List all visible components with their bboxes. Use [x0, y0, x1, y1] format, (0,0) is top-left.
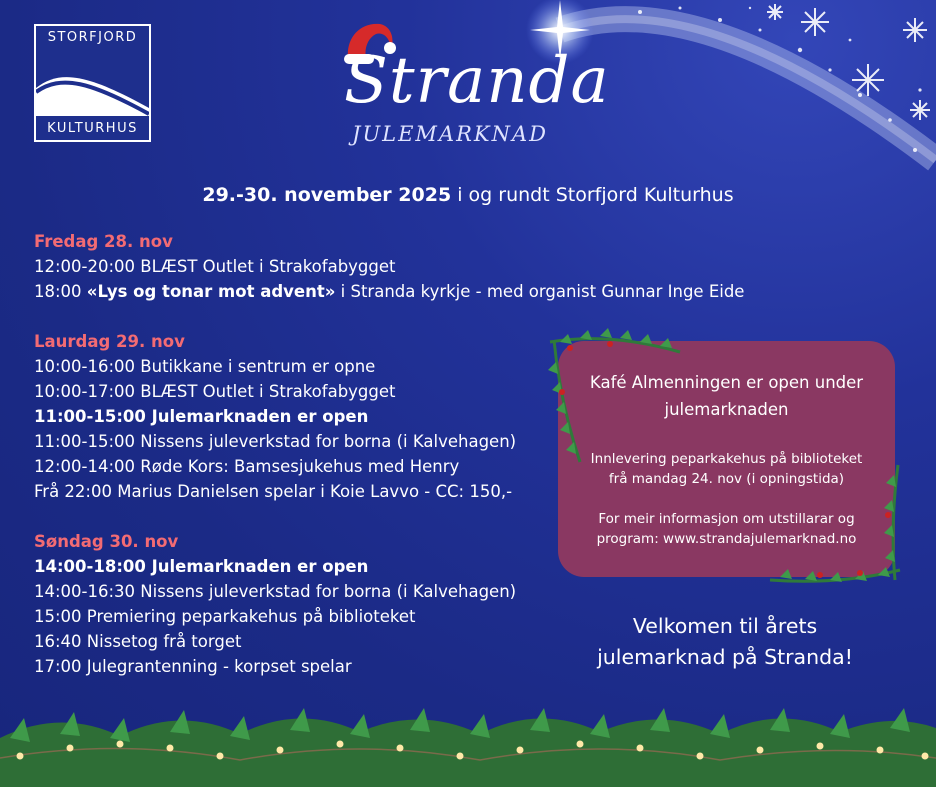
- pine-corner-bottom-right-decoration: [760, 455, 910, 595]
- cafe-info-line1: Kafé Almenningen er open under: [589, 373, 864, 392]
- schedule-item: 16:40 Nissetog frå torget: [34, 632, 242, 651]
- logo-bottom-text: KULTURHUS: [47, 121, 138, 136]
- bottom-garland-decoration: [0, 698, 936, 787]
- schedule-item-title: «Lys og tonar mot advent»: [86, 282, 336, 301]
- storfjord-kulturhus-logo: [34, 24, 151, 142]
- event-date-line: [0, 184, 936, 206]
- welcome-line1: Velkomen til årets: [632, 614, 818, 638]
- schedule-item: 14:00-16:30 Nissens juleverkstad for borna (i Kalvehagen): [34, 582, 517, 601]
- schedule-item-highlight: 11:00-15:00 Julemarknaden er open: [34, 407, 369, 426]
- schedule-item-detail: i Stranda kyrkje - med organist Gunnar Inge Eide: [335, 282, 745, 301]
- day-heading-saturday: Laurdag 29. nov: [34, 332, 185, 351]
- gingerbread-info-line2: frå mandag 24. nov (i opningstida): [608, 471, 845, 487]
- brand-title: Stranda: [344, 44, 610, 118]
- schedule-item: 12:00-20:00 BLÆST Outlet i Strakofabygget: [34, 257, 396, 276]
- gingerbread-info-line1: Innlevering peparkakehus på biblioteket: [590, 451, 863, 467]
- logo-top-text: STORFJORD: [47, 30, 138, 45]
- event-location: i og rundt Storfjord Kulturhus: [451, 184, 734, 206]
- welcome-message: [580, 611, 870, 673]
- day-heading-friday: Fredag 28. nov: [34, 232, 173, 251]
- pine-corner-top-left-decoration: [540, 322, 690, 472]
- brand-subtitle: JULEMARKNAD: [352, 122, 548, 146]
- cafe-info-line2: julemarknaden: [664, 400, 789, 419]
- schedule-item: Frå 22:00 Marius Danielsen spelar i Koie Lavvo - CC: 150,-: [34, 482, 513, 501]
- more-info-line1: For meir informasjon om utstillarar og: [598, 511, 855, 527]
- schedule-item: 10:00-17:00 BLÆST Outlet i Strakofabygget: [34, 382, 396, 401]
- more-info-line2: program: www.strandajulemarknad.no: [596, 531, 857, 547]
- schedule-item-time: 18:00: [34, 282, 87, 301]
- schedule-item: 12:00-14:00 Røde Kors: Bamsesjukehus med Henry: [34, 457, 460, 476]
- logo-wave-icon: [36, 48, 149, 116]
- event-date: 29.-30. november 2025: [202, 184, 452, 206]
- schedule-item: 15:00 Premiering peparkakehus på biblioteket: [34, 607, 416, 626]
- welcome-line2: julemarknad på Stranda!: [597, 645, 853, 669]
- schedule-item: 10:00-16:00 Butikkane i sentrum er opne: [34, 357, 376, 376]
- day-heading-sunday: Søndag 30. nov: [34, 532, 179, 551]
- schedule-item: 17:00 Julegrantenning - korpset spelar: [34, 657, 352, 676]
- schedule-item-highlight: 14:00-18:00 Julemarknaden er open: [34, 557, 369, 576]
- schedule-item: 11:00-15:00 Nissens juleverkstad for borna (i Kalvehagen): [34, 432, 517, 451]
- schedule-item: [34, 282, 744, 301]
